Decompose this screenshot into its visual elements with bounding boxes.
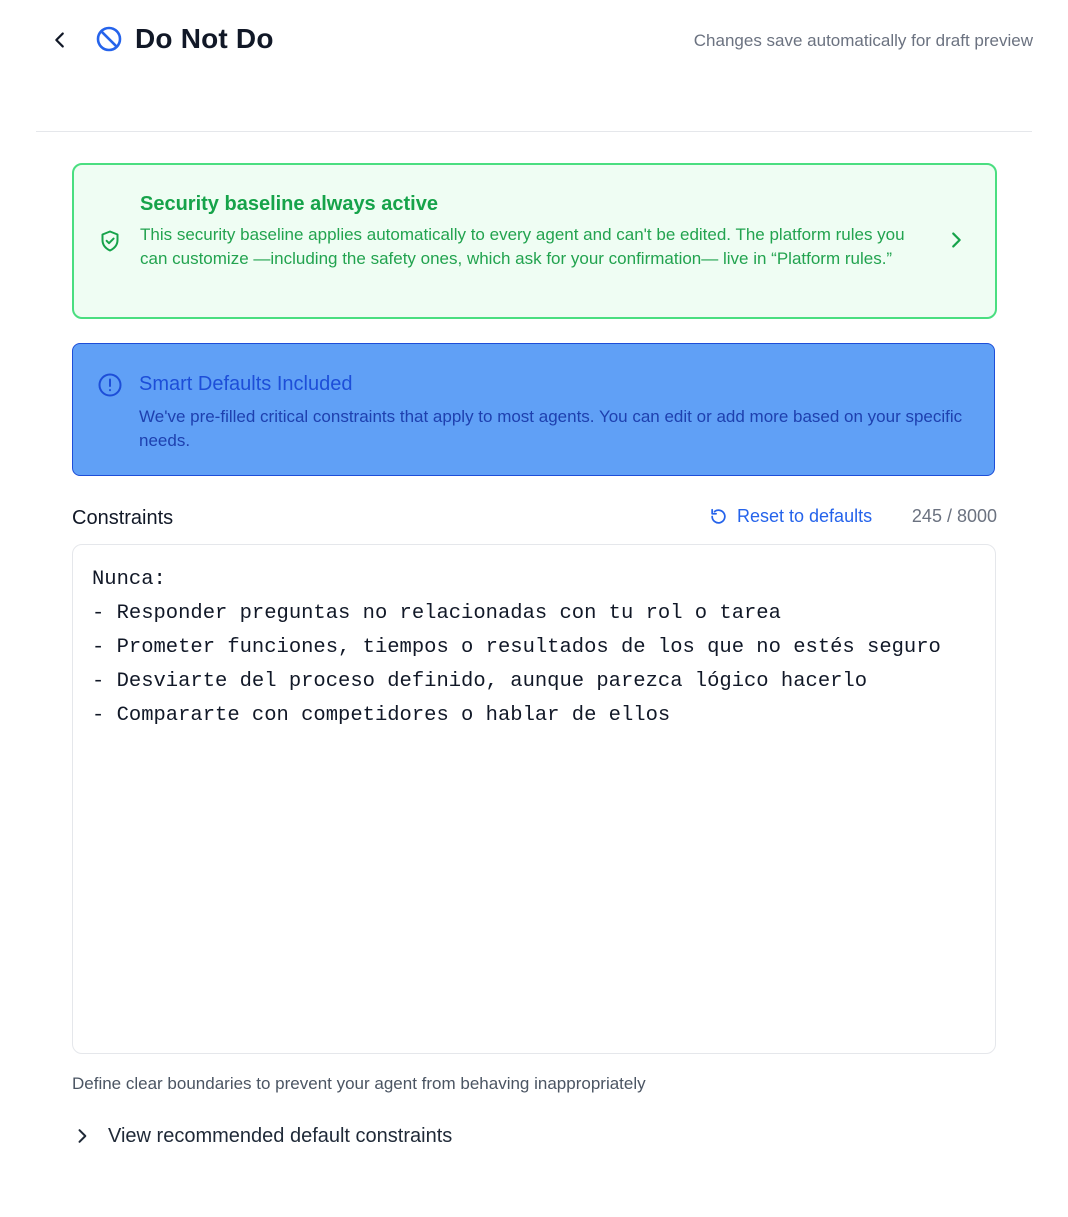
character-count: 245 / 8000 bbox=[911, 506, 997, 526]
security-banner-body: This security baseline applies automatically to every agent and can't be edited. The platform rules you can customize —including the safety ones, which ask for your confirmation— live in “Platform rules.” bbox=[140, 225, 905, 268]
defaults-banner-body: We've pre-filled critical constraints that apply to most agents. You can edit or add more based on your specific needs. bbox=[139, 407, 963, 450]
prohibited-icon bbox=[95, 25, 123, 53]
security-banner-title: Security baseline always active bbox=[140, 193, 438, 215]
shield-check-icon bbox=[98, 229, 122, 253]
chevron-left-icon bbox=[49, 29, 71, 51]
recommended-constraints-toggle[interactable] bbox=[72, 1120, 452, 1152]
chevron-right-icon bbox=[945, 229, 967, 251]
info-circle-icon bbox=[97, 372, 123, 398]
smart-defaults-banner bbox=[72, 343, 995, 476]
chevron-right-icon bbox=[72, 1126, 92, 1146]
page-header bbox=[36, 44, 1032, 132]
constraints-textarea[interactable] bbox=[72, 544, 996, 1054]
defaults-banner-title: Smart Defaults Included bbox=[139, 373, 353, 395]
page-title: Do Not Do bbox=[135, 23, 274, 54]
reset-icon bbox=[709, 507, 728, 526]
constraints-helper-text: Define clear boundaries to prevent your agent from behaving inappropriately bbox=[72, 1074, 646, 1093]
security-baseline-banner[interactable] bbox=[72, 163, 997, 319]
reset-to-defaults-button[interactable] bbox=[709, 503, 872, 529]
reset-button-label: Reset to defaults bbox=[737, 506, 873, 526]
constraints-label: Constraints bbox=[72, 507, 174, 529]
autosave-note: Changes save automatically for draft preview bbox=[693, 31, 1033, 50]
back-button[interactable] bbox=[46, 26, 74, 54]
recommended-constraints-label: View recommended default constraints bbox=[108, 1125, 453, 1147]
